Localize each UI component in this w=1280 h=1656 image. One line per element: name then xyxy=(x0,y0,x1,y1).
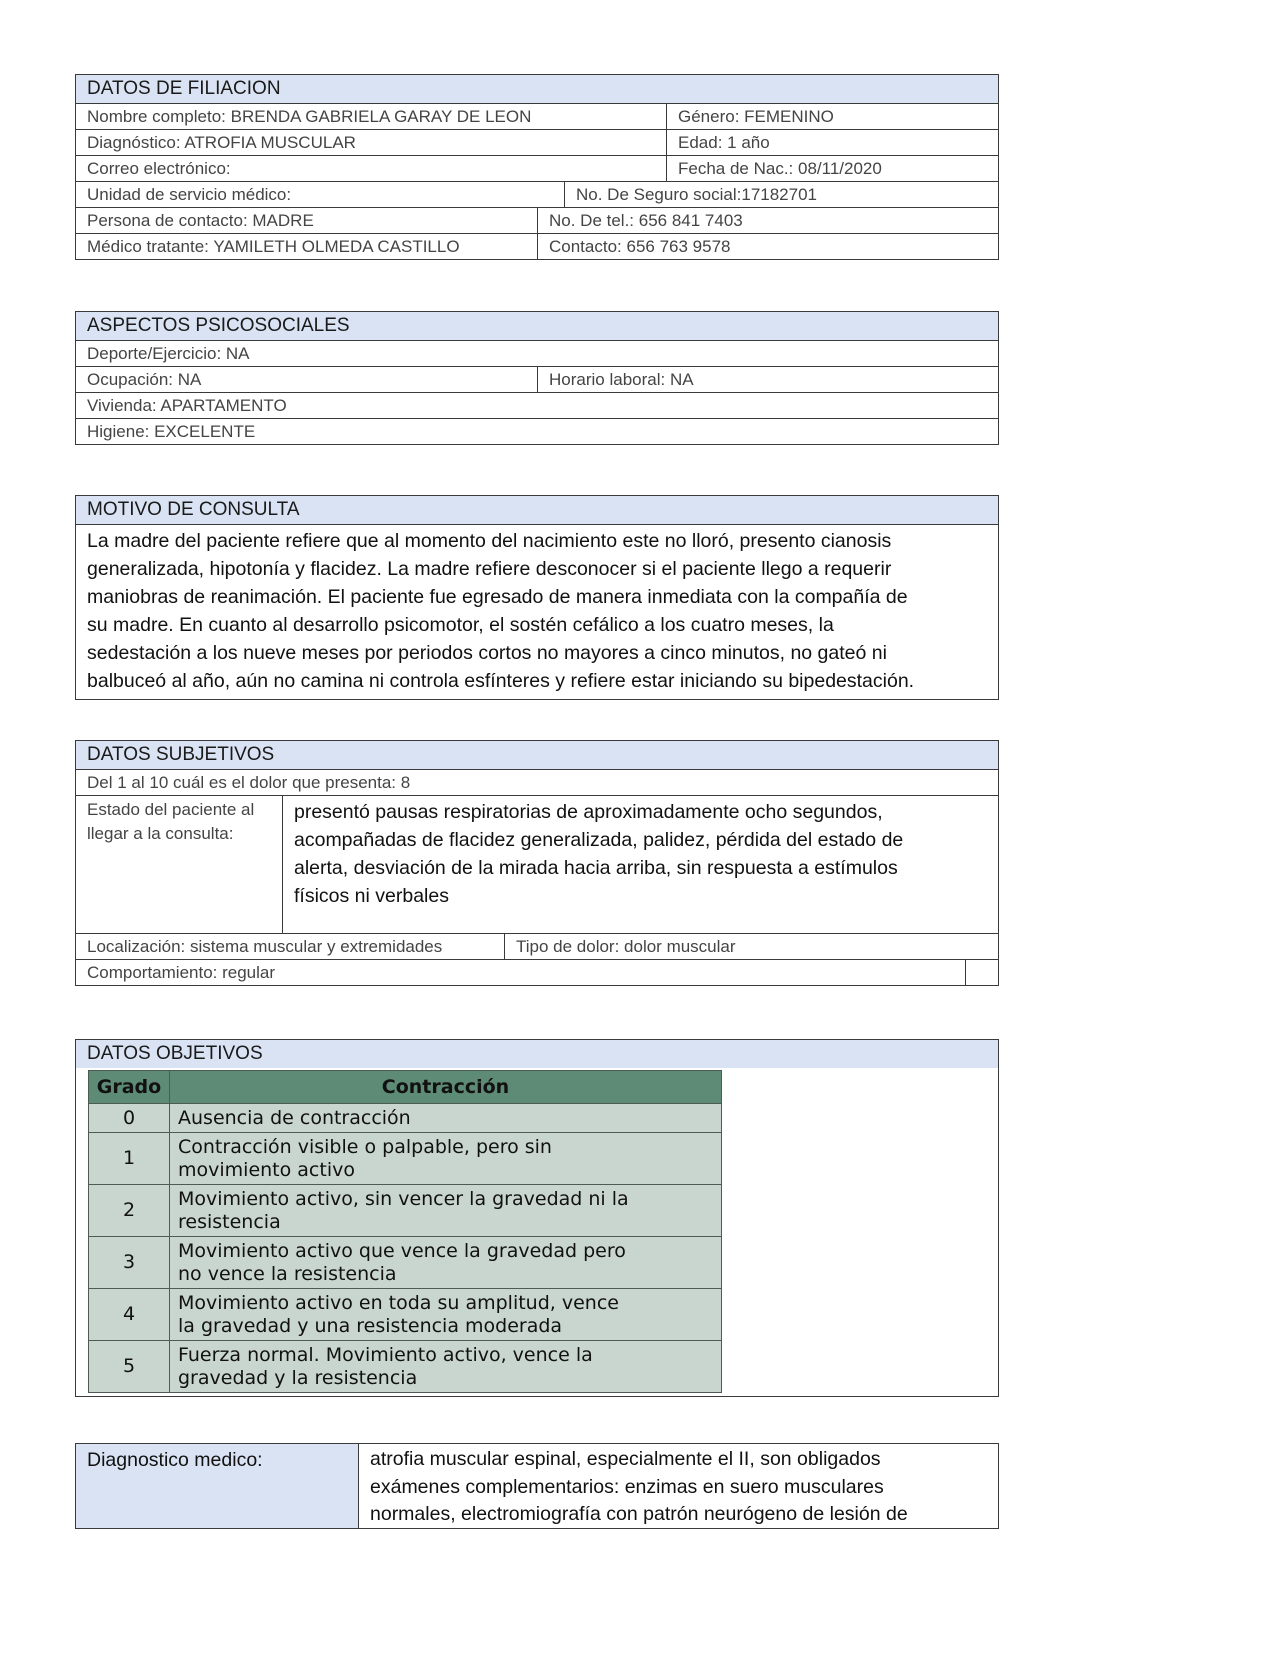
grade-description xyxy=(170,1104,722,1133)
diagnostico-medico-label: Diagnostico medico: xyxy=(76,1444,358,1528)
tipo-dolor-field: Tipo de dolor: dolor muscular xyxy=(504,934,998,959)
deporte-field: Deporte/Ejercicio: NA xyxy=(87,344,250,363)
grade-value: 1 xyxy=(89,1133,170,1185)
filiacion-header: DATOS DE FILIACION xyxy=(76,75,998,103)
vivienda-field: Vivienda: APARTAMENTO xyxy=(87,396,287,415)
estado-line: acompañadas de flacidez generalizada, palidez, pérdida del estado de xyxy=(294,829,904,851)
grado-header: Grado xyxy=(89,1071,170,1104)
subjetivos-table xyxy=(75,740,999,986)
estado-text xyxy=(282,796,998,933)
filiacion-table xyxy=(75,74,999,260)
localizacion-field: Localización: sistema muscular y extremidades xyxy=(87,937,443,956)
diagnostico-medico-text xyxy=(358,1444,998,1528)
grade-description-line: resistencia xyxy=(178,1210,281,1233)
grade-description xyxy=(170,1133,722,1185)
grade-value: 0 xyxy=(89,1104,170,1133)
diagnostico-medico-table xyxy=(75,1443,999,1529)
psicosociales-table xyxy=(75,311,999,445)
grade-description-line: movimiento activo xyxy=(178,1158,355,1181)
contacto-persona-field: Persona de contacto: MADRE xyxy=(87,211,314,230)
contraccion-header: Contracción xyxy=(170,1071,722,1104)
fecha-nac-field: Fecha de Nac.: 08/11/2020 xyxy=(666,156,998,181)
motivo-line: maniobras de reanimación. El paciente fue egresado de manera inmediata con la compañía de xyxy=(87,586,908,608)
grade-value: 3 xyxy=(89,1237,170,1289)
grade-description-line: no vence la resistencia xyxy=(178,1262,397,1285)
estado-label-line: Estado del paciente al xyxy=(87,800,255,819)
estado-line: presentó pausas respiratorias de aproximadamente ocho segundos, xyxy=(294,801,883,823)
motivo-table xyxy=(75,495,999,700)
motivo-line: generalizada, hipotonía y flacidez. La madre refiere desconocer si el paciente llego a requerir xyxy=(87,558,892,580)
estado-label xyxy=(76,796,282,933)
correo-field: Correo electrónico: xyxy=(87,159,231,178)
grade-scale xyxy=(88,1070,722,1393)
comportamiento-field: Comportamiento: regular xyxy=(87,963,276,982)
grade-value: 2 xyxy=(89,1185,170,1237)
objetivos-table xyxy=(75,1039,999,1397)
ocupacion-field: Ocupación: NA xyxy=(87,370,202,389)
grade-description xyxy=(170,1289,722,1341)
grade-description-line: Movimiento activo que vence la gravedad pero xyxy=(178,1239,626,1262)
motivo-line: balbuceó al año, aún no camina ni controla esfínteres y refiere estar iniciando su bipedestación. xyxy=(87,670,915,692)
medico-field: Médico tratante: YAMILETH OLMEDA CASTILLO xyxy=(87,237,460,256)
seguro-field: No. De Seguro social:17182701 xyxy=(564,182,998,207)
motivo-line: su madre. En cuanto al desarrollo psicomotor, el sostén cefálico a los cuatro meses, la xyxy=(87,614,834,636)
estado-label-line: llegar a la consulta: xyxy=(87,824,234,843)
grade-description-line: Contracción visible o palpable, pero sin xyxy=(178,1135,552,1158)
unidad-field: Unidad de servicio médico: xyxy=(87,185,292,204)
grade-value: 5 xyxy=(89,1341,170,1393)
diagnostico-line: atrofia muscular espinal, especialmente el II, son obligados xyxy=(370,1448,881,1470)
grade-description-line: Ausencia de contracción xyxy=(178,1106,411,1129)
motivo-line: sedestación a los nueve meses por periodos cortos no mayores a cinco minutos, no gateó ni xyxy=(87,642,887,664)
edad-field: Edad: 1 año xyxy=(666,130,998,155)
diagnostico-line: normales, electromiografía con patrón neurógeno de lesión de xyxy=(370,1503,908,1525)
grade-value: 4 xyxy=(89,1289,170,1341)
nombre-field: Nombre completo: BRENDA GABRIELA GARAY DE LEON xyxy=(87,107,532,126)
grade-description-line: Movimiento activo, sin vencer la gravedad ni la xyxy=(178,1187,629,1210)
grade-description-line: la gravedad y una resistencia moderada xyxy=(178,1314,563,1337)
motivo-text xyxy=(76,525,924,699)
higiene-field: Higiene: EXCELENTE xyxy=(87,422,256,441)
grade-description-line: Movimiento activo en toda su amplitud, vence xyxy=(178,1291,619,1314)
grade-description xyxy=(170,1237,722,1289)
genero-field: Género: FEMENINO xyxy=(666,104,998,129)
telefono-field: No. De tel.: 656 841 7403 xyxy=(537,208,998,233)
grade-description xyxy=(170,1341,722,1393)
diagnostico-line: exámenes complementarios: enzimas en suero musculares xyxy=(370,1475,884,1498)
grade-description-line: gravedad y la resistencia xyxy=(178,1366,418,1389)
motivo-line: La madre del paciente refiere que al momento del nacimiento este no lloró, presento cianosis xyxy=(87,530,892,552)
grade-description-line: Fuerza normal. Movimiento activo, vence la xyxy=(178,1343,593,1366)
subjetivos-header: DATOS SUBJETIVOS xyxy=(76,741,998,769)
dolor-field: Del 1 al 10 cuál es el dolor que presenta: 8 xyxy=(87,773,411,792)
horario-field: Horario laboral: NA xyxy=(537,367,998,392)
empty-cell xyxy=(965,960,998,985)
medico-contacto-field: Contacto: 656 763 9578 xyxy=(537,234,998,259)
estado-line: alerta, desviación de la mirada hacia arriba, sin respuesta a estímulos xyxy=(294,857,898,879)
psicosociales-header: ASPECTOS PSICOSOCIALES xyxy=(76,312,998,340)
muscle-grade-table xyxy=(88,1070,722,1393)
estado-line: físicos ni verbales xyxy=(294,885,449,907)
motivo-header: MOTIVO DE CONSULTA xyxy=(76,496,998,524)
diagnostico-field: Diagnóstico: ATROFIA MUSCULAR xyxy=(87,133,356,152)
objetivos-header: DATOS OBJETIVOS xyxy=(76,1040,998,1068)
grade-description xyxy=(170,1185,722,1237)
